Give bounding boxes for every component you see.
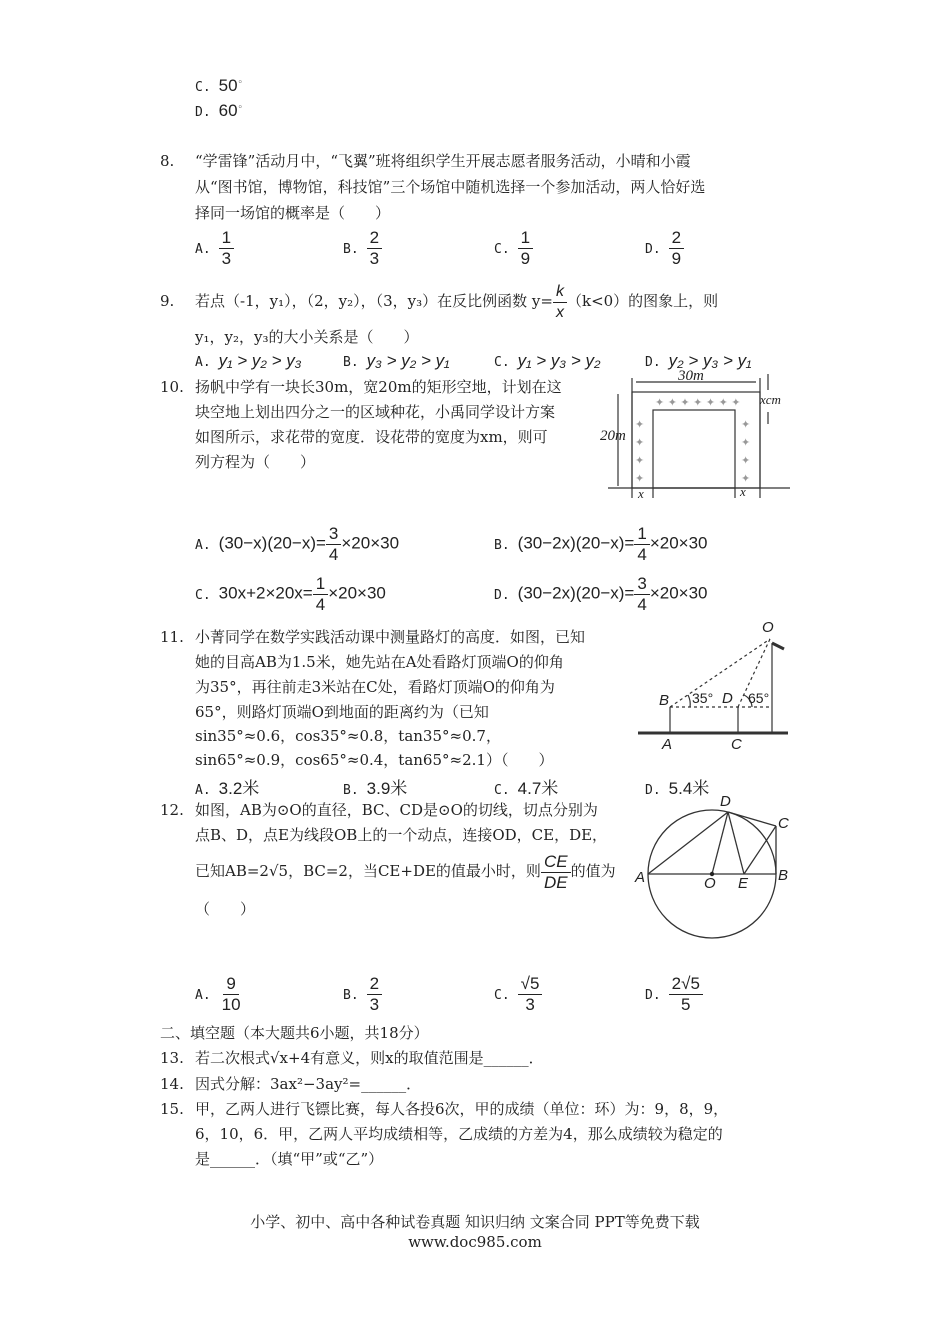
q12-number: 12. [160,801,184,819]
svg-text:✦: ✦ [635,436,645,449]
q11-option-c: C. 4.7米 [494,779,559,798]
q8-line3: 择同一场馆的概率是（ ） [195,204,391,222]
q15-number: 15. [160,1100,184,1118]
q12-fig-label-a: A [635,869,646,886]
q12-figure [632,790,792,940]
q13-text: 若二次根式√x+4有意义，则x的取值范围是______． [195,1049,544,1067]
q15-line3: 是______．（填“甲”或“乙”） [195,1150,384,1168]
q7-option-c: C. 50◦ [195,76,243,95]
q8-line2: 从“图书馆，博物馆，科技馆”三个场馆中随机选择一个参加活动，两人恰好选 [195,178,706,196]
q11-fig-label-a: A [662,736,673,753]
q11-fig-label-c: C [731,736,742,753]
q12-fig-label-c: C [778,815,789,832]
svg-text:✦: ✦ [741,418,751,431]
q11-figure [632,615,792,755]
q8-option-a: A. $\frac{1}{3}$ [195,228,234,269]
q10-line4: 列方程为（ ） [195,453,316,471]
svg-text:✦: ✦ [741,436,751,449]
q12-fig-label-d: D [720,793,731,810]
q12-option-d: D. $\frac{2√5}{5}$ [645,974,703,1015]
q9-option-c: C. y₁ > y₃ > y₂ [494,351,601,370]
q12-line1: 如图，AB为⊙O的直径，BC、CD是⊙O的切线，切点分别为 [195,801,598,819]
q9-option-d: D. y₂ > y₃ > y₁ [645,351,752,370]
q11-option-d: D. 5.4米 [645,779,710,798]
q8-option-b: B. $\frac{2}{3}$ [343,228,382,269]
q12-line4: （ ） [195,900,256,918]
q10-option-c: C. 30x+2×20x= $\frac{1}{4}$ ×20×30 [195,574,386,614]
q8-line1: “学雷锋”活动月中，“飞翼”班将组织学生开展志愿者服务活动，小晴和小霞 [195,152,691,170]
footer-url[interactable]: www.doc985.com [408,1233,542,1251]
q8-option-d: D. $\frac{2}{9}$ [645,228,684,269]
q9-line2: y₁，y₂，y₃的大小关系是（ ） [195,328,419,346]
svg-text:✦: ✦ [741,472,751,485]
q11-line4: 65°，则路灯顶端O到地面的距离约为（已知 [195,703,489,721]
q14-number: 14. [160,1075,184,1093]
q10-line1: 扬帆中学有一块长30m，宽20m的矩形空地，计划在这 [195,378,562,396]
q10-figure [600,368,800,503]
q10-fig-bottom-right-label: x [740,484,746,499]
q14-text: 因式分解：3ax²−3ay²=______． [195,1075,422,1093]
q11-fig-label-o: O [762,619,774,636]
q12-option-c: C. $\frac{√5}{3}$ [494,974,542,1015]
svg-text:✦: ✦ [741,454,751,467]
svg-text:✦: ✦ [635,454,645,467]
q11-line2: 她的目高AB为1.5米，她先站在A处看路灯顶端O的仰角 [195,653,564,671]
q9-option-b: B. y₃ > y₂ > y₁ [343,351,450,370]
q10-number: 10. [160,378,184,396]
q11-fig-label-b: B [659,692,670,709]
q11-line3: 为35°，再往前走3米站在C处，看路灯顶端O的仰角为 [195,678,555,696]
q10-line2: 块空地上划出四分之一的区域种花，小禹同学设计方案 [195,403,556,421]
q8-option-c: C. $\frac{1}{9}$ [494,228,533,269]
q9-option-a: A. y₁ > y₂ > y₃ [195,351,302,370]
q12-line2: 点B、D，点E为线段OB上的一个动点，连接OD，CE，DE， [195,826,608,844]
q11-number: 11. [160,628,184,646]
q15-line1: 甲，乙两人进行飞镖比赛，每人各投6次，甲的成绩（单位：环）为：9，8，9， [195,1100,729,1118]
q10-line3: 如图所示，求花带的宽度．设花带的宽度为xm，则可 [195,428,548,446]
q10-option-d: D. (30−2x)(20−x)= $\frac{3}{4}$ ×20×30 [494,574,708,614]
q11-fig-label-d: D [722,690,733,707]
q11-option-a: A. 3.2米 [195,779,260,798]
svg-text:✦: ✦ [635,472,645,485]
q15-line2: 6，10，6．甲，乙两人平均成绩相等，乙成绩的方差为4，那么成绩较为稳定的 [195,1125,723,1143]
svg-text:✦: ✦ [635,418,645,431]
q8-number: 8. [160,152,175,170]
q11-fig-angle2: 65° [748,690,770,706]
q10-option-b: B. (30−2x)(20−x)= $\frac{1}{4}$ ×20×30 [494,524,708,564]
q11-line1: 小菁同学在数学实践活动课中测量路灯的高度．如图，已知 [195,628,586,646]
q13-number: 13. [160,1049,184,1067]
q12-option-b: B. $\frac{2}{3}$ [343,974,382,1015]
q10-fig-right-label: xcm [760,392,781,407]
q12-fig-label-e: E [738,875,749,892]
q11-line5: sin35°≈0.6，cos35°≈0.8，tan35°≈0.7， [195,727,501,745]
q10-fig-top-label: 30m [678,368,704,384]
footer-line1: 小学、初中、高中各种试卷真题 知识归纳 文案合同 PPT等免费下载 [250,1213,700,1231]
q10-fig-left-label: 20m [600,428,626,444]
q12-option-a: A. $\frac{9}{10}$ [195,974,241,1014]
q10-fig-bottom-left-label: x [638,486,644,501]
q12-line3: 已知AB=2√5，BC=2，当CE+DE的值最小时，则 $\frac{CE}{DE}$ 的值为 [195,851,616,892]
q10-option-a: A. (30−x)(20−x)= $\frac{3}{4}$ ×20×30 [195,524,400,564]
q9-line1: 若点（-1，y₁），（2，y₂），（3，y₃）在反比例函数 y= $\frac{k}{x}$ （k<0）的图象上，则 [195,282,719,321]
q9-number: 9. [160,292,175,310]
svg-text:✦ ✦ ✦ ✦ ✦ ✦ ✦: ✦ ✦ ✦ ✦ ✦ ✦ ✦ [655,396,741,409]
q11-line6: sin65°≈0.9，cos65°≈0.4，tan65°≈2.1）（ ） [195,751,554,769]
section2-heading: 二、填空题（本大题共6小题，共18分） [160,1024,429,1042]
q12-fig-label-o: O [704,875,716,892]
q7-option-d: D. 60◦ [195,101,243,120]
q12-fig-label-b: B [778,867,789,884]
q11-fig-angle1: 35° [692,690,714,706]
q11-option-b: B. 3.9米 [343,779,408,798]
